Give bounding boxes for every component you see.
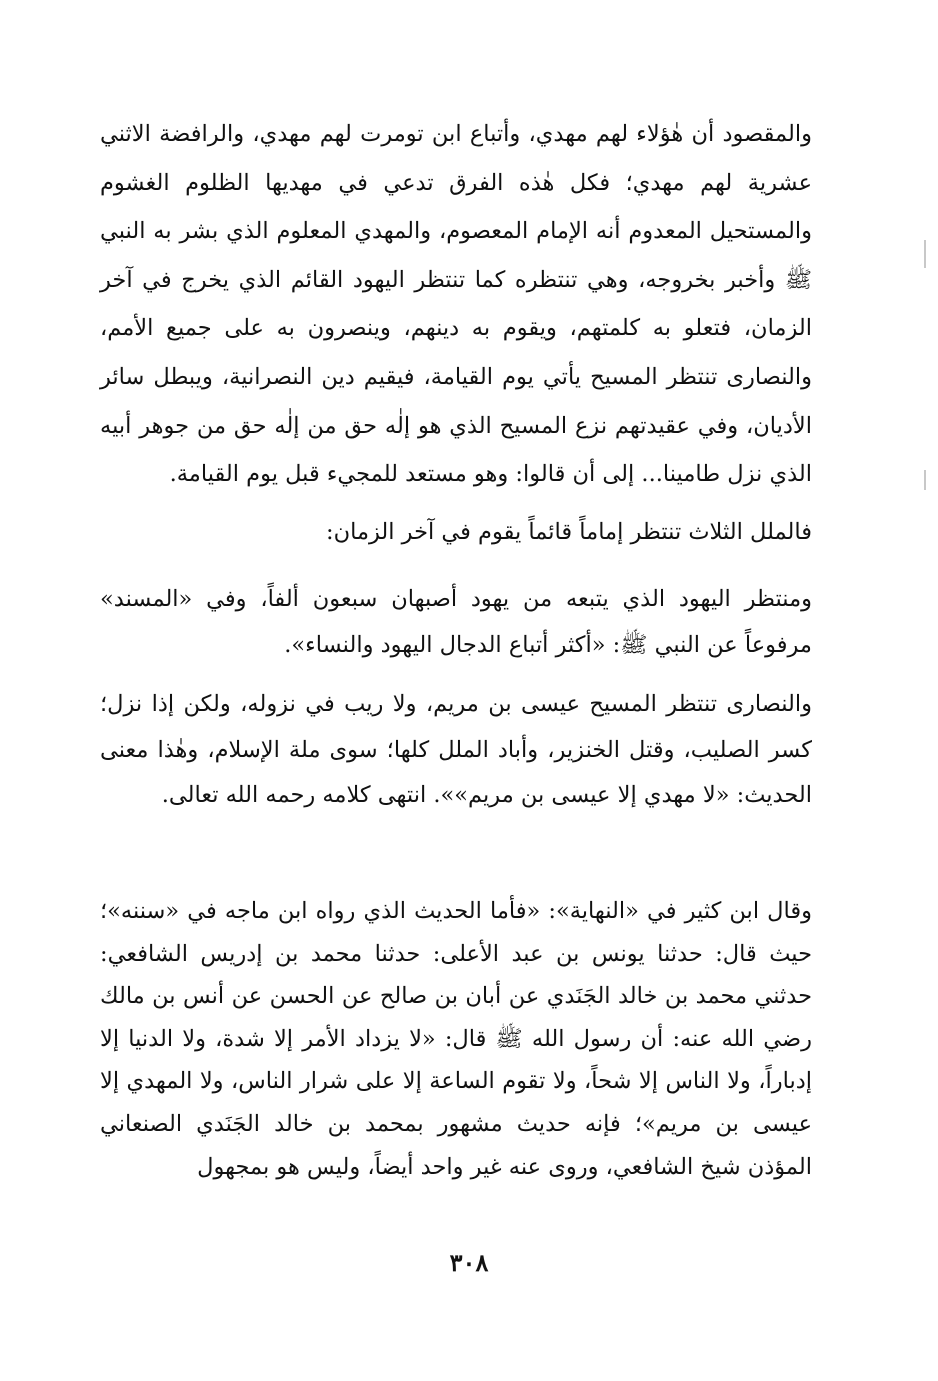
page-number: ٣٠٨: [449, 1248, 489, 1277]
paragraph-5: وقال ابن كثير في «النهاية»: «فأما الحديث الذي رواه ابن ماجه في «سننه»؛ حيث قال: حدثنا يونس بن عبد الأعلى: حدثنا محمد بن إدريس الشافعي: حدثني محمد بن خالد الجَنَدي عن أبان بن صالح عن الحسن عن أنس بن مالك رضي الله عنه: أن رسول الله ﷺ قال: «لا يزداد الأمر إلا شدة، ولا الدنيا إلا إدباراً، ولا الناس إلا شحاً، ولا تقوم الساعة إلا على شرار الناس، ولا المهدي إلا عيسى بن مريم»؛ فإنه حديث مشهور بمحمد بن خالد الجَنَدي الصنعاني المؤذن شيخ الشافعي، وروى عنه غير واحد أيضاً، وليس هو بمجهول: [100, 898, 812, 1180]
paragraph-4: والنصارى تنتظر المسيح عيسى بن مريم، ولا ريب في نزوله، ولكن إذا نزل؛ كسر الصليب، وقتل الخنزير، وأباد الملل كلها؛ سوى ملة الإسلام، وهٰذا معنى الحديث: «لا مهدي إلا عيسى بن مريم»». انتهى كلامه رحمه الله تعالى.: [100, 691, 812, 809]
margin-scan-mark: [924, 470, 926, 490]
paragraph-2: فالملل الثلاث تنتظر إماماً قائماً يقوم في آخر الزمان:: [325, 519, 812, 545]
margin-scan-mark: [924, 240, 926, 268]
paragraph-3: ومنتظر اليهود الذي يتبعه من يهود أصبهان سبعون ألفاً، وفي «المسند» مرفوعاً عن النبي ﷺ: «أكثر أتباع الدجال اليهود والنساء».: [100, 586, 812, 658]
paragraph-1: والمقصود أن هٰؤلاء لهم مهدي، وأتباع ابن تومرت لهم مهدي، والرافضة الاثني عشرية لهم مهدي؛ فكل هٰذه الفرق تدعي في مهديها الظلوم الغشوم والمستحيل المعدوم أنه الإمام المعصوم، والمهدي المعلوم الذي بشر به النبي ﷺ وأخبر بخروجه، وهي تنتظره كما تنتظر اليهود القائم الذي يخرج في آخر الزمان، فتعلو به كلمتهم، ويقوم به دينهم، وينصرون به على جميع الأمم، والنصارى تنتظر المسيح يأتي يوم القيامة، فيقيم دين النصرانية، ويبطل سائر الأديان، وفي عقيدتهم نزع المسيح الذي هو إلٰه حق من إلٰه حق من جوهر أبيه الذي نزل طامينا... إلى أن قالوا: وهو مستعد للمجيء قبل يوم القيامة.: [100, 121, 812, 488]
